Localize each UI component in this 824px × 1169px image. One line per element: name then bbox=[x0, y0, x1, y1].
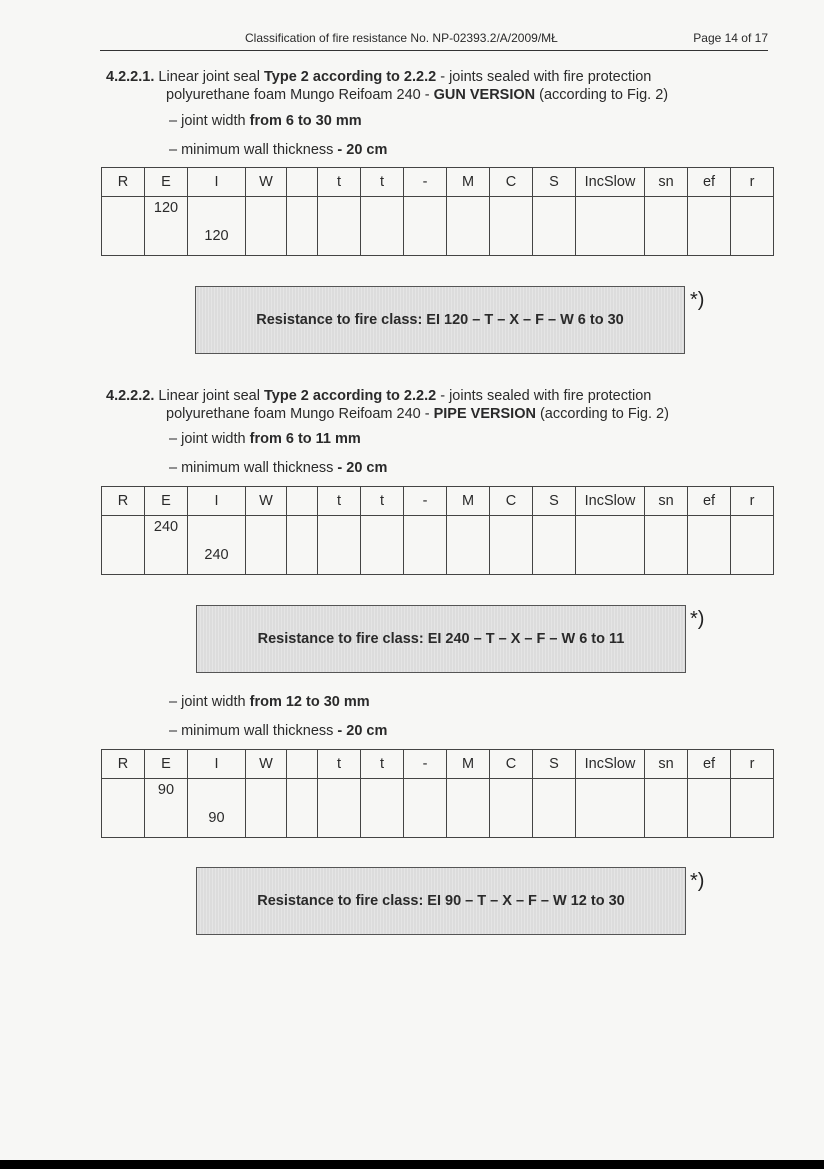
table-cell bbox=[731, 516, 774, 575]
column-header: M bbox=[447, 750, 490, 779]
column-header: W bbox=[246, 487, 287, 516]
table-cell bbox=[490, 779, 533, 838]
column-header bbox=[287, 750, 318, 779]
table-cell bbox=[731, 779, 774, 838]
table-cell bbox=[188, 779, 246, 838]
table-cell bbox=[576, 779, 645, 838]
section-number: 4.2.2.1. bbox=[106, 69, 155, 85]
table-cell bbox=[533, 197, 576, 256]
spec-value: from 6 to 30 mm bbox=[249, 113, 362, 129]
column-header: C bbox=[490, 750, 533, 779]
table-cell bbox=[490, 197, 533, 256]
table-cell bbox=[318, 197, 361, 256]
table-cell bbox=[246, 197, 287, 256]
column-header: IncSlow bbox=[576, 168, 645, 197]
section-text: (according to Fig. 2) bbox=[535, 406, 669, 422]
table-cell bbox=[188, 516, 246, 575]
performance-table bbox=[101, 486, 774, 575]
column-header: sn bbox=[645, 168, 688, 197]
column-header: t bbox=[318, 487, 361, 516]
section-title-line bbox=[106, 86, 766, 104]
table-cell bbox=[404, 779, 447, 838]
section-text: (according to Fig. 2) bbox=[535, 87, 669, 103]
column-header: IncSlow bbox=[576, 750, 645, 779]
table-header-row bbox=[102, 168, 774, 197]
column-header: ef bbox=[688, 168, 731, 197]
column-header: E bbox=[145, 168, 188, 197]
i-value: 240 bbox=[204, 547, 229, 563]
e-value: 120 bbox=[153, 200, 179, 216]
section-version: PIPE VERSION bbox=[433, 406, 536, 422]
table-cell bbox=[361, 516, 404, 575]
performance-table bbox=[101, 167, 774, 256]
table-cell bbox=[688, 197, 731, 256]
section-title-line bbox=[106, 68, 766, 86]
table-cell bbox=[533, 516, 576, 575]
column-header: t bbox=[318, 168, 361, 197]
scan-border bbox=[0, 1160, 824, 1169]
table-header-row bbox=[102, 750, 774, 779]
spec-value: - 20 cm bbox=[337, 460, 388, 476]
column-header: r bbox=[731, 168, 774, 197]
table-cell bbox=[361, 779, 404, 838]
column-header: I bbox=[188, 487, 246, 516]
classification-text: Resistance to fire class: EI 120 – T – X – F – W 6 to 30 bbox=[256, 312, 624, 328]
section-text: - joints sealed with fire protection bbox=[436, 388, 652, 404]
table-cell bbox=[102, 516, 145, 575]
section-title-2 bbox=[106, 387, 766, 423]
column-header: t bbox=[318, 750, 361, 779]
column-header: S bbox=[533, 487, 576, 516]
spec-label: – joint width bbox=[169, 113, 250, 129]
table-cell bbox=[287, 516, 318, 575]
column-header: ef bbox=[688, 487, 731, 516]
e-value: 240 bbox=[153, 519, 179, 535]
column-header: C bbox=[490, 168, 533, 197]
spec-label: – joint width bbox=[169, 694, 250, 710]
table-cell bbox=[576, 516, 645, 575]
section-type: Type 2 according to 2.2.2 bbox=[264, 388, 437, 404]
classification-box bbox=[196, 605, 686, 673]
column-header: t bbox=[361, 168, 404, 197]
column-header: I bbox=[188, 750, 246, 779]
column-header: S bbox=[533, 168, 576, 197]
spec-value: from 12 to 30 mm bbox=[249, 694, 370, 710]
footnote-marker: *) bbox=[690, 870, 705, 892]
joint-width-spec bbox=[169, 694, 370, 710]
table-cell bbox=[102, 197, 145, 256]
spec-value: - 20 cm bbox=[337, 142, 388, 158]
column-header: - bbox=[404, 750, 447, 779]
column-header: - bbox=[404, 168, 447, 197]
spec-label: – minimum wall thickness bbox=[169, 142, 338, 158]
joint-width-spec bbox=[169, 431, 361, 447]
table-cell bbox=[188, 197, 246, 256]
wall-thickness-spec bbox=[169, 142, 387, 158]
table-cell bbox=[246, 779, 287, 838]
table-row bbox=[102, 516, 774, 575]
column-header: R bbox=[102, 168, 145, 197]
column-header: r bbox=[731, 487, 774, 516]
column-header: ef bbox=[688, 750, 731, 779]
table-row bbox=[102, 779, 774, 838]
performance-table bbox=[101, 749, 774, 838]
column-header: M bbox=[447, 168, 490, 197]
classification-text: Resistance to fire class: EI 240 – T – X – F – W 6 to 11 bbox=[257, 631, 625, 647]
section-text: polyurethane foam Mungo Reifoam 240 - bbox=[166, 406, 434, 422]
joint-width-spec bbox=[169, 113, 362, 129]
column-header: M bbox=[447, 487, 490, 516]
column-header: E bbox=[145, 487, 188, 516]
footnote-marker: *) bbox=[690, 289, 705, 311]
column-header: r bbox=[731, 750, 774, 779]
page-header bbox=[100, 30, 768, 51]
column-header: - bbox=[404, 487, 447, 516]
table-cell bbox=[645, 197, 688, 256]
i-value: 120 bbox=[204, 228, 229, 244]
column-header: E bbox=[145, 750, 188, 779]
table-cell bbox=[447, 779, 490, 838]
wall-thickness-spec bbox=[169, 460, 387, 476]
table-cell bbox=[404, 516, 447, 575]
table-cell bbox=[447, 197, 490, 256]
column-header: sn bbox=[645, 750, 688, 779]
section-version: GUN VERSION bbox=[433, 87, 536, 103]
classification-text: Resistance to fire class: EI 90 – T – X – F – W 12 to 30 bbox=[257, 893, 625, 909]
spec-value: - 20 cm bbox=[337, 723, 388, 739]
table-cell bbox=[404, 197, 447, 256]
column-header: t bbox=[361, 750, 404, 779]
document-title: Classification of fire resistance No. NP-02393.2/A/2009/MŁ bbox=[245, 31, 558, 45]
table-cell bbox=[287, 197, 318, 256]
table-cell bbox=[318, 516, 361, 575]
page-number: Page 14 of 17 bbox=[693, 31, 768, 45]
column-header: R bbox=[102, 487, 145, 516]
column-header bbox=[287, 487, 318, 516]
column-header: C bbox=[490, 487, 533, 516]
section-title-line bbox=[106, 405, 766, 423]
table-cell bbox=[246, 516, 287, 575]
spec-value: from 6 to 11 mm bbox=[249, 431, 361, 447]
table-row bbox=[102, 197, 774, 256]
section-text: Linear joint seal bbox=[154, 388, 264, 404]
table-cell bbox=[145, 779, 188, 838]
spec-label: – joint width bbox=[169, 431, 250, 447]
column-header: t bbox=[361, 487, 404, 516]
column-header: S bbox=[533, 750, 576, 779]
section-title-line bbox=[106, 387, 766, 405]
table-cell bbox=[731, 197, 774, 256]
table-cell bbox=[688, 779, 731, 838]
classification-box bbox=[196, 867, 686, 935]
section-text: Linear joint seal bbox=[154, 69, 264, 85]
section-text: polyurethane foam Mungo Reifoam 240 - bbox=[166, 87, 434, 103]
table-cell bbox=[361, 197, 404, 256]
table-cell bbox=[645, 516, 688, 575]
table-cell bbox=[145, 516, 188, 575]
table-cell bbox=[533, 779, 576, 838]
table-cell bbox=[102, 779, 145, 838]
classification-box bbox=[195, 286, 685, 354]
column-header: W bbox=[246, 168, 287, 197]
table-header-row bbox=[102, 487, 774, 516]
i-value: 90 bbox=[208, 810, 225, 826]
table-cell bbox=[576, 197, 645, 256]
e-value: 90 bbox=[157, 782, 175, 798]
column-header: sn bbox=[645, 487, 688, 516]
column-header: R bbox=[102, 750, 145, 779]
footnote-marker: *) bbox=[690, 608, 705, 630]
section-text: - joints sealed with fire protection bbox=[436, 69, 652, 85]
column-header bbox=[287, 168, 318, 197]
column-header: I bbox=[188, 168, 246, 197]
table-cell bbox=[688, 516, 731, 575]
column-header: W bbox=[246, 750, 287, 779]
column-header: IncSlow bbox=[576, 487, 645, 516]
table-cell bbox=[447, 516, 490, 575]
table-cell bbox=[287, 779, 318, 838]
spec-label: – minimum wall thickness bbox=[169, 460, 338, 476]
table-cell bbox=[318, 779, 361, 838]
section-title-1 bbox=[106, 68, 766, 104]
table-cell bbox=[145, 197, 188, 256]
section-type: Type 2 according to 2.2.2 bbox=[264, 69, 437, 85]
wall-thickness-spec bbox=[169, 723, 387, 739]
section-number: 4.2.2.2. bbox=[106, 388, 155, 404]
table-cell bbox=[490, 516, 533, 575]
table-cell bbox=[645, 779, 688, 838]
spec-label: – minimum wall thickness bbox=[169, 723, 338, 739]
